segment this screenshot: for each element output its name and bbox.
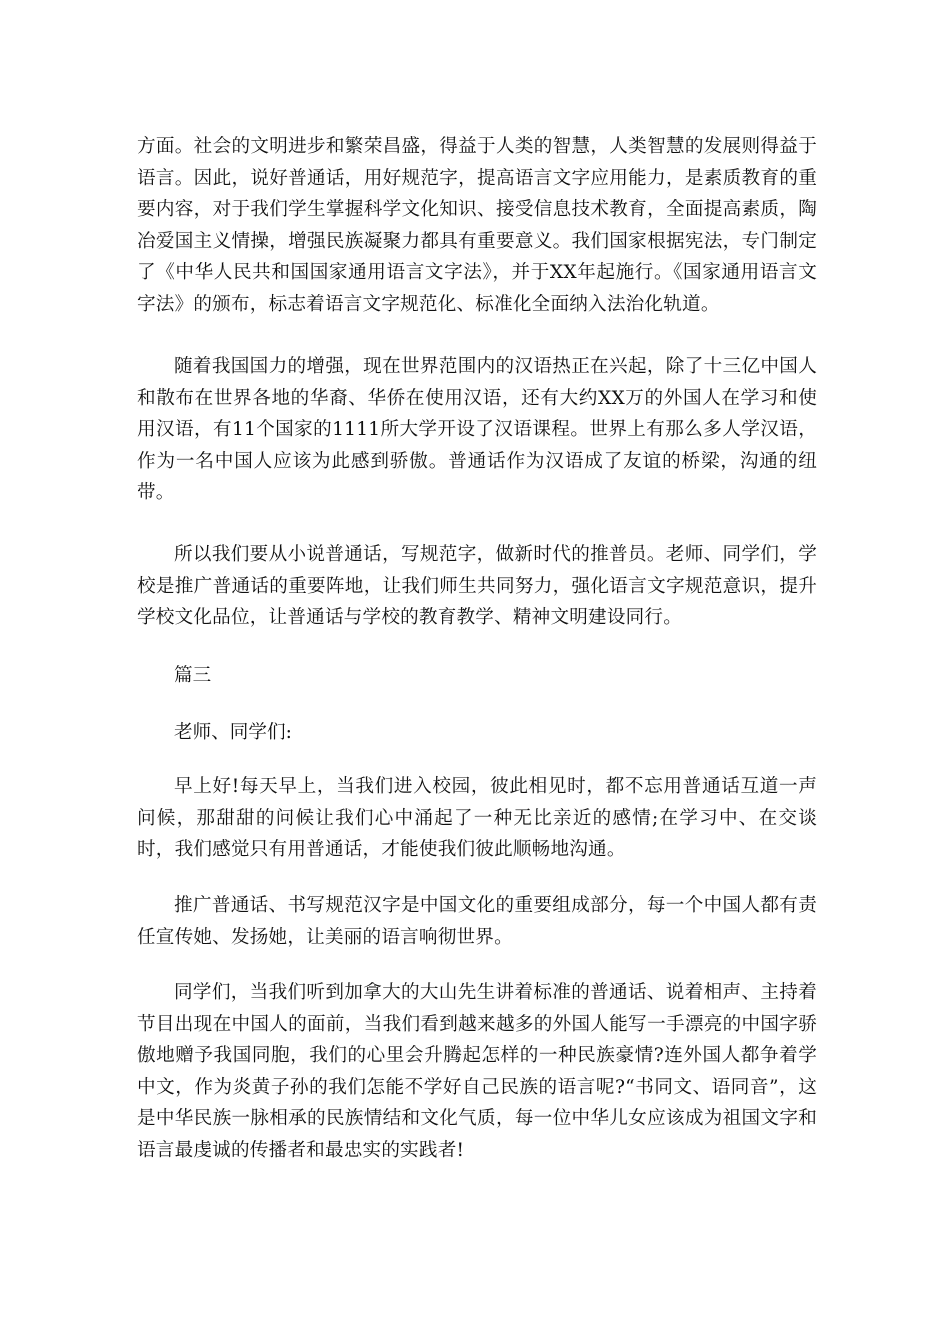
paragraph-1: 方面。社会的文明进步和繁荣昌盛，得益于人类的智慧，人类智慧的发展则得益于语言。因此，说好普通话，用好规范字，提高语言文字应用能力，是素质教育的重要内容，对于我们学生掌握科学文化知识、接受信息技术教育，全面提高素质，陶冶爱国主义情操，增强民族凝聚力都具有重要意义。我们国家根据宪法，专门制定了《中华人民共和国国家通用语言文字法》，并于XX年起施行。《国家通用语言文字法》的颁布，标志着语言文字规范化、标准化全面纳入法治化轨道。 <box>137 136 817 315</box>
paragraph-4: 早上好!每天早上，当我们进入校园，彼此相见时，都不忘用普通话互道一声问候，那甜甜的问候让我们心中涌起了一种无比亲近的感情;在学习中、在交谈时，我们感觉只有用普通话，才能使我们彼此顺畅地沟通。 <box>137 776 817 860</box>
section-heading: 篇三 <box>174 665 212 686</box>
paragraph-2: 随着我国国力的增强，现在世界范围内的汉语热正在兴起，除了十三亿中国人和散布在世界各地的华裔、华侨在使用汉语，还有大约XX万的外国人在学习和使用汉语，有11个国家的1111所大学开设了汉语课程。世界上有那么多人学汉语，作为一名中国人应该为此感到骄傲。普通话作为汉语成了友谊的桥梁，沟通的纽带。 <box>137 356 817 503</box>
salutation: 老师、同学们: <box>174 722 292 743</box>
paragraph-5: 推广普通话、书写规范汉字是中国文化的重要组成部分，每一个中国人都有责任宣传她、发扬她，让美丽的语言响彻世界。 <box>137 895 817 948</box>
paragraph-3: 所以我们要从小说普通话，写规范字，做新时代的推普员。老师、同学们，学校是推广普通话的重要阵地，让我们师生共同努力，强化语言文字规范意识，提升学校文化品位，让普通话与学校的教育教学、精神文明建设同行。 <box>137 544 817 628</box>
paragraph-6: 同学们，当我们听到加拿大的大山先生讲着标准的普通话、说着相声、主持着节目出现在中国人的面前，当我们看到越来越多的外国人能写一手漂亮的中国字骄傲地赠予我国同胞，我们的心里会升腾起怎样的一种民族豪情?连外国人都争着学中文，作为炎黄子孙的我们怎能不学好自己民族的语言呢?“书同文、语同音”，这是中华民族一脉相承的民族情结和文化气质，每一位中华儿女应该成为祖国文字和语言最虔诚的传播者和最忠实的实践者! <box>137 982 817 1161</box>
